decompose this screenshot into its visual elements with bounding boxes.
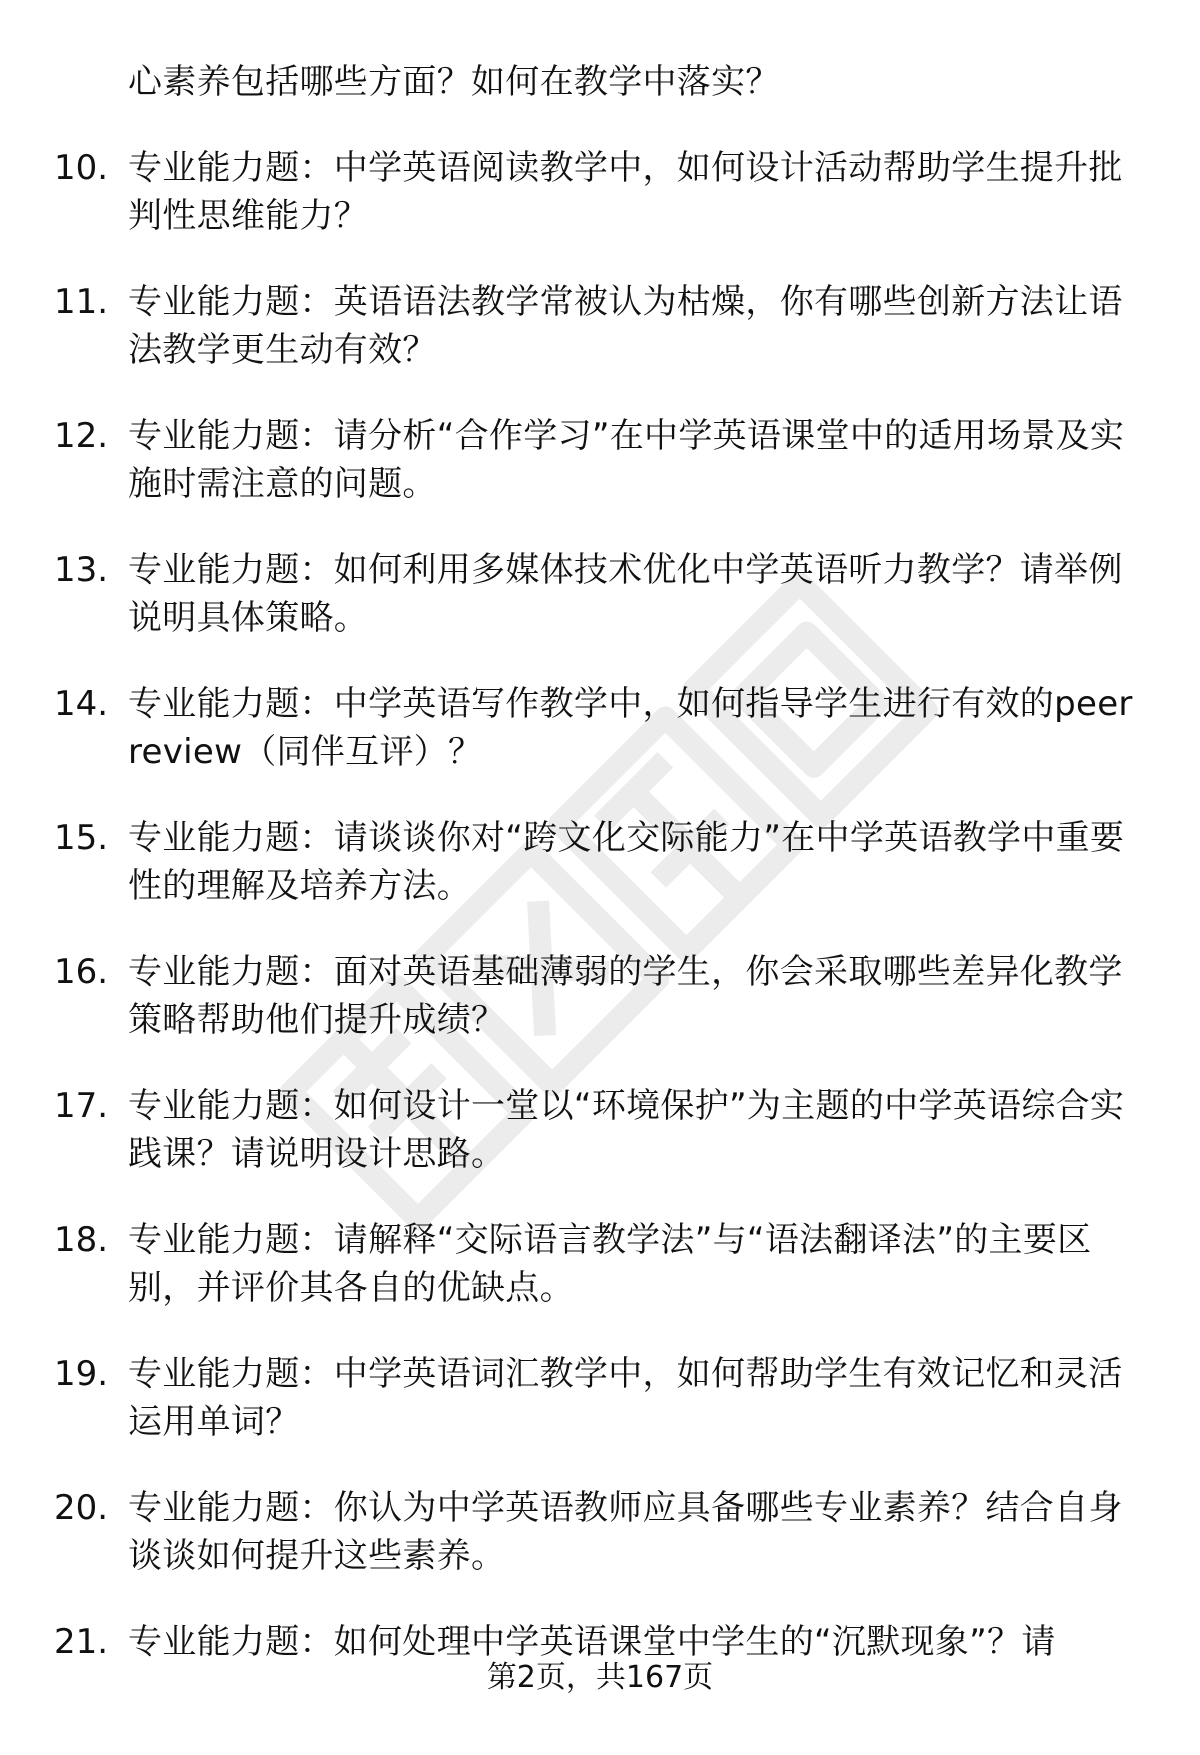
continuation-text: 心素养包括哪些方面？如何在教学中落实？ (128, 62, 780, 102)
question-item (0, 680, 1200, 814)
question-item (0, 546, 1200, 680)
question-text: 专业能力题：中学英语写作教学中，如何指导学生进行有效的peer review（同伴互评）？ (128, 684, 1133, 772)
question-text: 专业能力题：如何设计一堂以“环境保护”为主题的中学英语综合实践课？请说明设计思路。 (128, 1086, 1125, 1174)
question-number: 12. (54, 416, 109, 456)
question-number: 19. (54, 1354, 109, 1394)
question-number: 14. (54, 684, 109, 724)
question-item (0, 814, 1200, 948)
question-item (0, 1484, 1200, 1618)
question-number: 15. (54, 818, 109, 858)
question-text: 专业能力题：你认为中学英语教师应具备哪些专业素养？结合自身谈谈如何提升这些素养。 (128, 1488, 1123, 1576)
question-text: 专业能力题：请谈谈你对“跨文化交际能力”在中学英语教学中重要性的理解及培养方法。 (128, 818, 1125, 906)
question-list (0, 144, 1200, 1752)
question-text: 专业能力题：如何利用多媒体技术优化中学英语听力教学？请举例说明具体策略。 (128, 550, 1123, 638)
question-item (0, 1082, 1200, 1216)
question-item (0, 1350, 1200, 1484)
question-text: 专业能力题：请解释“交际语言教学法”与“语法翻译法”的主要区别，并评价其各自的优缺点。 (128, 1220, 1092, 1308)
question-number: 11. (54, 282, 109, 322)
question-text: 专业能力题：面对英语基础薄弱的学生，你会采取哪些差异化教学策略帮助他们提升成绩？ (128, 952, 1123, 1040)
question-item (0, 144, 1200, 278)
question-text: 专业能力题：中学英语阅读教学中，如何设计活动帮助学生提升批判性思维能力？ (128, 148, 1123, 236)
question-item (0, 412, 1200, 546)
question-item (0, 948, 1200, 1082)
question-text: 专业能力题：英语语法教学常被认为枯燥，你有哪些创新方法让语法教学更生动有效？ (128, 282, 1123, 370)
question-number: 16. (54, 952, 109, 992)
question-number: 13. (54, 550, 109, 590)
question-text: 专业能力题：请分析“合作学习”在中学英语课堂中的适用场景及实施时需注意的问题。 (128, 416, 1125, 504)
question-item (0, 278, 1200, 412)
question-number: 21. (54, 1622, 109, 1662)
question-number: 17. (54, 1086, 109, 1126)
question-text: 专业能力题：如何处理中学英语课堂中学生的“沉默现象”？请 (128, 1622, 1056, 1662)
question-number: 10. (54, 148, 109, 188)
question-number: 20. (54, 1488, 109, 1528)
page-footer: 第2页，共167页 (486, 1660, 714, 1695)
question-text: 专业能力题：中学英语词汇教学中，如何帮助学生有效记忆和灵活运用单词？ (128, 1354, 1123, 1442)
question-number: 18. (54, 1220, 109, 1260)
question-item (0, 1216, 1200, 1350)
